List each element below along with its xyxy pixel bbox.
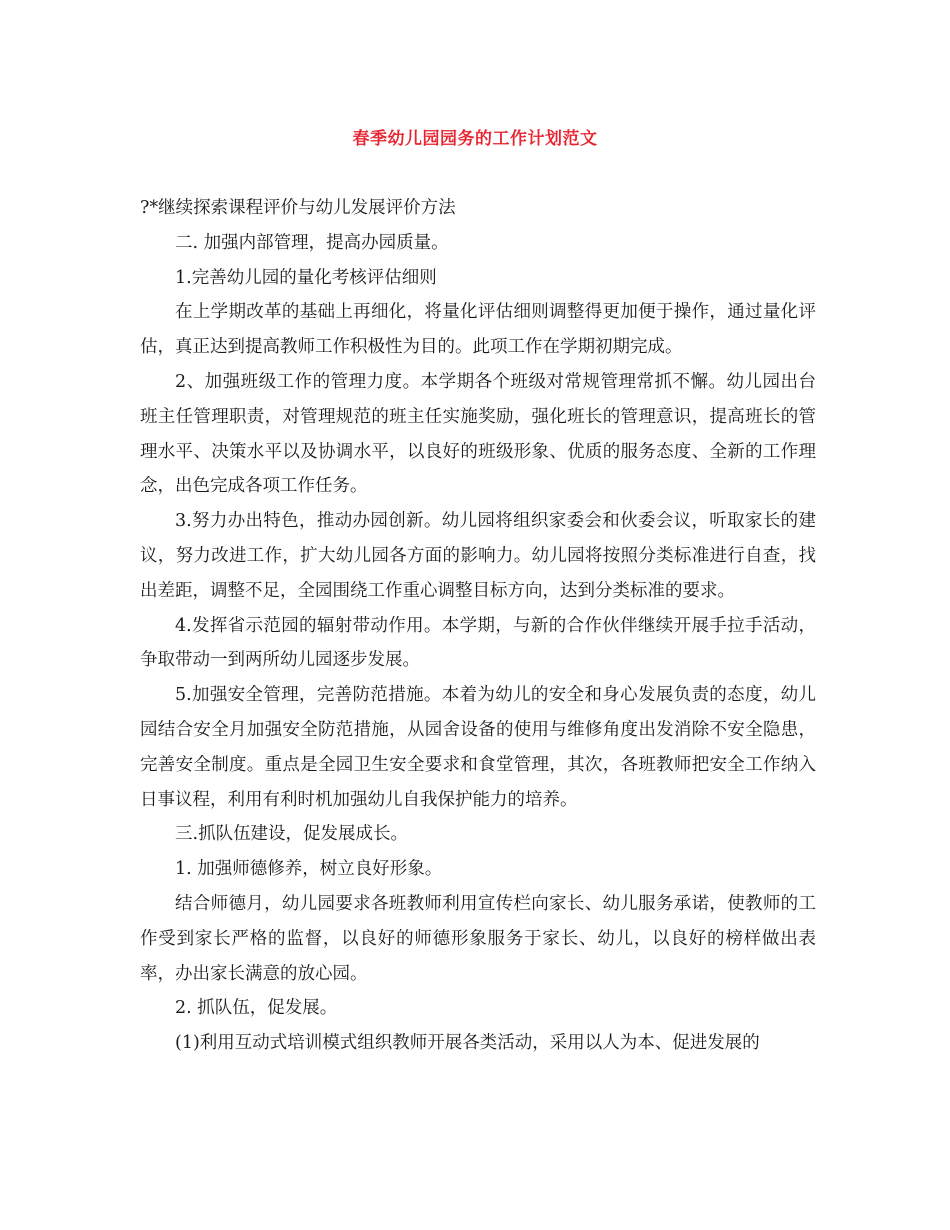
paragraph-1: ?*继续探索课程评价与幼儿发展评价方法 <box>140 198 456 218</box>
document-body <box>140 191 816 1061</box>
paragraph-4: 在上学期改革的基础上再细化，将量化评估细则调整得更加便于操作，通过量化评估，真正达到提高教师工作积极性为目的。此项工作在学期初期完成。 <box>140 302 816 358</box>
paragraph-9: 三.抓队伍建设，促发展成长。 <box>175 824 409 845</box>
paragraph-5: 2、加强班级工作的管理力度。本学期各个班级对常规管理常抓不懈。幼儿园出台班主任管理职责，对管理规范的班主任实施奖励，强化班长的管理意识，提高班长的管理水平、决策水平以及协调水平，以良好的班级形象、优质的服务态度、全新的工作理念，出色完成各项工作任务。 <box>140 371 816 497</box>
document-title: 春季幼儿园园务的工作计划范文 <box>352 129 598 149</box>
paragraph-12: 2. 抓队伍，促发展。 <box>175 998 338 1019</box>
paragraph-13: (1)利用互动式培训模式组织教师开展各类活动，采用以人为本、促进发展的 <box>175 1033 760 1054</box>
paragraph-7: 4.发挥省示范园的辐射带动作用。本学期，与新的合作伙伴继续开展手拉手活动，争取带动一到两所幼儿园逐步发展。 <box>140 615 816 671</box>
paragraph-8: 5.加强安全管理，完善防范措施。本着为幼儿的安全和身心发展负责的态度，幼儿园结合安全月加强安全防范措施，从园舍设备的使用与维修角度出发消除不安全隐患，完善安全制度。重点是全园卫生安全要求和食堂管理，其次，各班教师把安全工作纳入日事议程，利用有利时机加强幼儿自我保护能力的培养。 <box>140 685 816 810</box>
paragraph-11: 结合师德月，幼儿园要求各班教师利用宣传栏向家长、幼儿服务承诺，使教师的工作受到家长严格的监督，以良好的师德形象服务于家长、幼儿，以良好的榜样做出表率，办出家长满意的放心园。 <box>140 893 816 984</box>
paragraph-3: 1.完善幼儿园的量化考核评估细则 <box>175 267 437 288</box>
paragraph-2: 二. 加强内部管理，提高办园质量。 <box>175 232 449 253</box>
paragraph-10: 1. 加强师德修养，树立良好形象。 <box>175 859 443 880</box>
paragraph-6: 3.努力办出特色，推动办园创新。幼儿园将组织家委会和伙委会议，听取家长的建议，努力改进工作，扩大幼儿园各方面的影响力。幼儿园将按照分类标准进行自查，找出差距，调整不足，全园围绕工作重心调整目标方向，达到分类标准的要求。 <box>140 511 816 601</box>
